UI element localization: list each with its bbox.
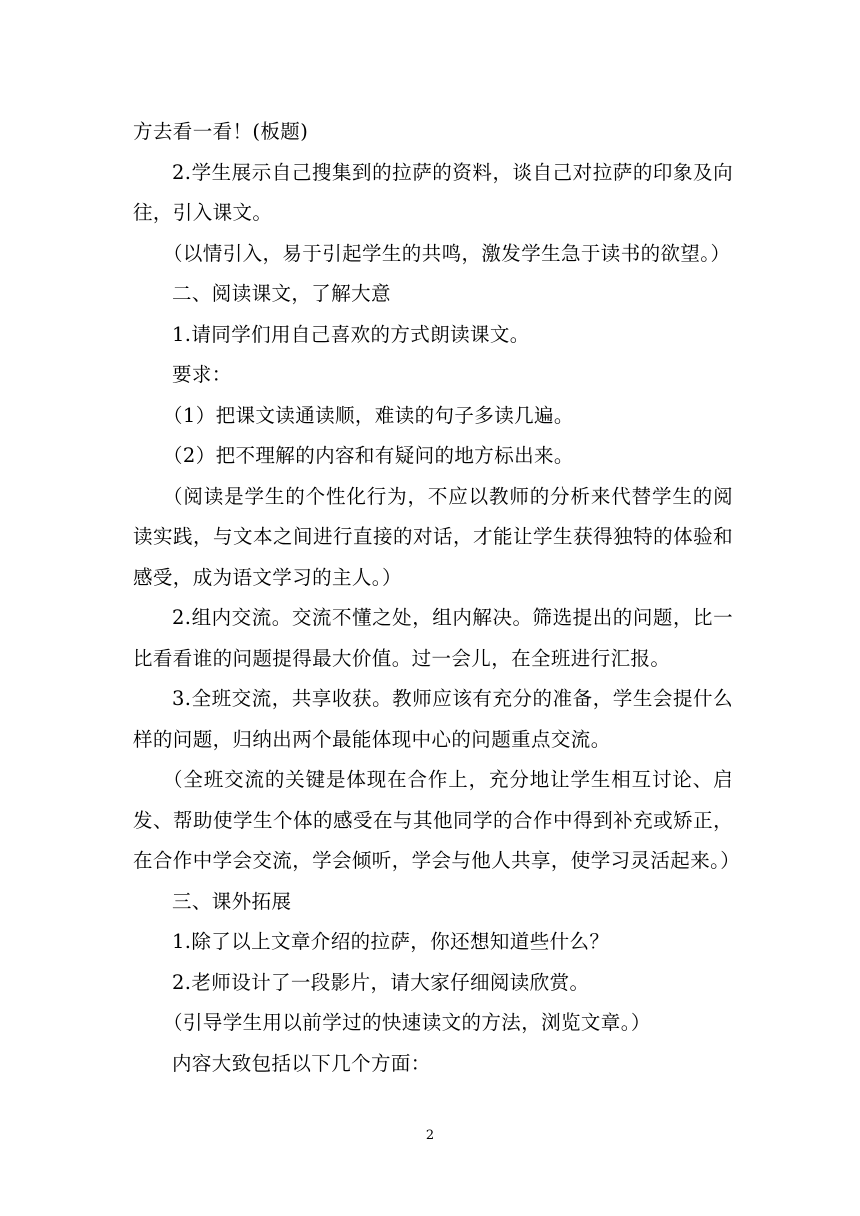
paragraph: （引导学生用以前学过的快速读文的方法，浏览文章。）: [163, 1011, 651, 1034]
paragraph: （以情引入，易于引起学生的共鸣，激发学生急于读书的欲望。）: [163, 241, 731, 265]
paragraph: 要求：: [172, 363, 232, 386]
paragraph: （全班交流的关键是体现在合作上，充分地让学生相互讨论、启发、帮助使学生个体的感受在与其他同学的合作中得到补充或矫正，在合作中学会交流，学会倾听，学会与他人共享，使学习灵活起来。）: [133, 768, 741, 872]
paragraph: 3.全班交流，共享收获。教师应该有充分的准备，学生会提什么样的问题，归纳出两个最能体现中心的问题重点交流。: [133, 687, 733, 751]
document-body: [133, 112, 741, 1084]
paragraph: 1.除了以上文章介绍的拉萨，你还想知道些什么？: [172, 930, 610, 953]
section-heading: 三、课外拓展: [172, 889, 292, 913]
paragraph: 1.请同学们用自己喜欢的方式朗读课文。: [172, 322, 530, 346]
paragraph: 2.学生展示自己搜集到的拉萨的资料，谈自己对拉萨的印象及向往，引入课文。: [133, 160, 733, 224]
page-number: 2: [425, 1128, 435, 1143]
paragraph: （阅读是学生的个性化行为，不应以教师的分析来代替学生的阅读实践，与文本之间进行直接的对话，才能让学生获得独特的体验和感受，成为语文学习的主人。）: [133, 484, 733, 589]
paragraph: 内容大致包括以下几个方面：: [172, 1051, 431, 1075]
paragraph: 2.老师设计了一段影片，请大家仔细阅读欣赏。: [172, 970, 590, 994]
paragraph: 2.组内交流。交流不懂之处，组内解决。筛选提出的问题，比一比看看谁的问题提得最大价值。过一会儿，在全班进行汇报。: [133, 606, 733, 670]
paragraph: 方去看一看！(板题): [133, 120, 309, 143]
list-item: （2）把不理解的内容和有疑问的地方标出来。: [163, 444, 574, 467]
list-item: （1）把课文读通读顺，难读的句子多读几遍。: [163, 403, 574, 427]
section-heading: 二、阅读课文，了解大意: [172, 282, 391, 305]
